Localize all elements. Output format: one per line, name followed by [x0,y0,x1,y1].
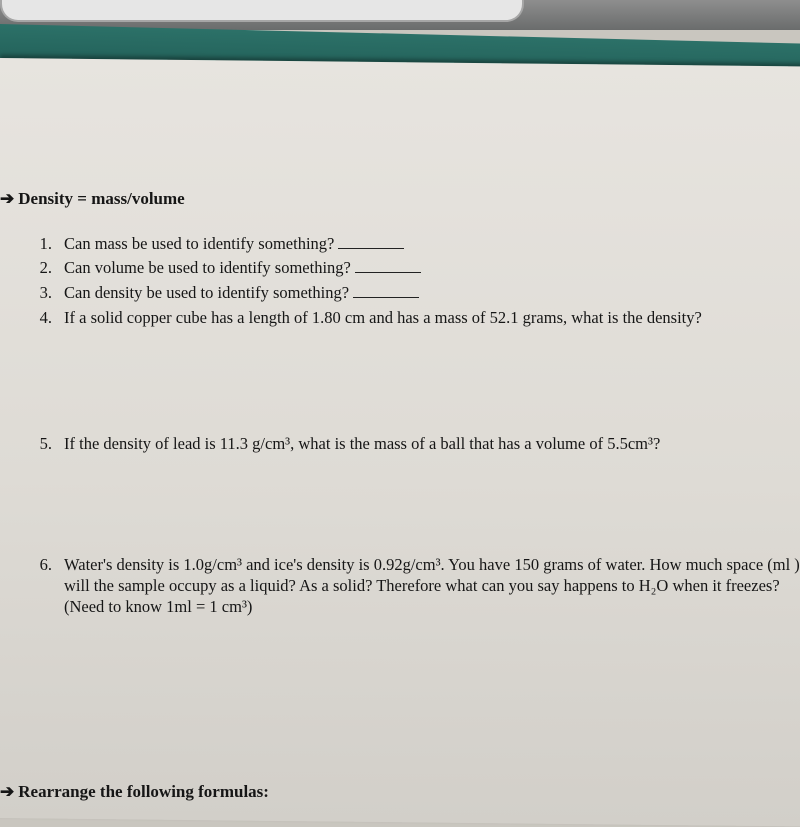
question-6 [20,554,800,617]
arrow-icon: ➔ [0,782,15,801]
question-text: Can density be used to identify something? [64,283,350,302]
answer-blank[interactable] [353,283,419,298]
question-number: 4. [39,308,52,327]
question-2 [20,258,421,278]
heading-text: Density = mass/volume [18,189,185,208]
arrow-icon: ➔ [0,189,15,208]
question-1 [20,234,404,254]
question-text: If a solid copper cube has a length of 1.80 cm and has a mass of 52.1 grams, what is the density? [64,308,702,327]
question-text: Can volume be used to identify something? [64,258,351,277]
question-3 [20,283,419,303]
question-number: 1. [39,234,52,253]
section-heading [0,189,185,209]
question-number: 2. [39,258,52,277]
heading-text: Rearrange the following formulas: [18,782,269,801]
answer-blank[interactable] [338,234,404,249]
question-4 [20,308,702,328]
question-number: 5. [39,434,52,453]
question-number: 3. [39,283,52,302]
question-number: 6. [39,555,52,574]
question-5 [20,434,660,454]
question-text: Water's density is 1.0g/cm³ and ice's density is 0.92g/cm³. You have 150 grams of water. How much space (ml ) will the sample occupy as a liquid? As a solid? Therefore what can you say happens to H₂O when it freezes? (Need to know 1ml = 1 cm³) [64,555,800,616]
section-heading-rearrange [0,782,269,802]
question-text: Can mass be used to identify something? [64,234,335,253]
question-text: If the density of lead is 11.3 g/cm³, what is the mass of a ball that has a volume of 5.5cm³? [64,434,661,453]
answer-blank[interactable] [355,258,421,273]
